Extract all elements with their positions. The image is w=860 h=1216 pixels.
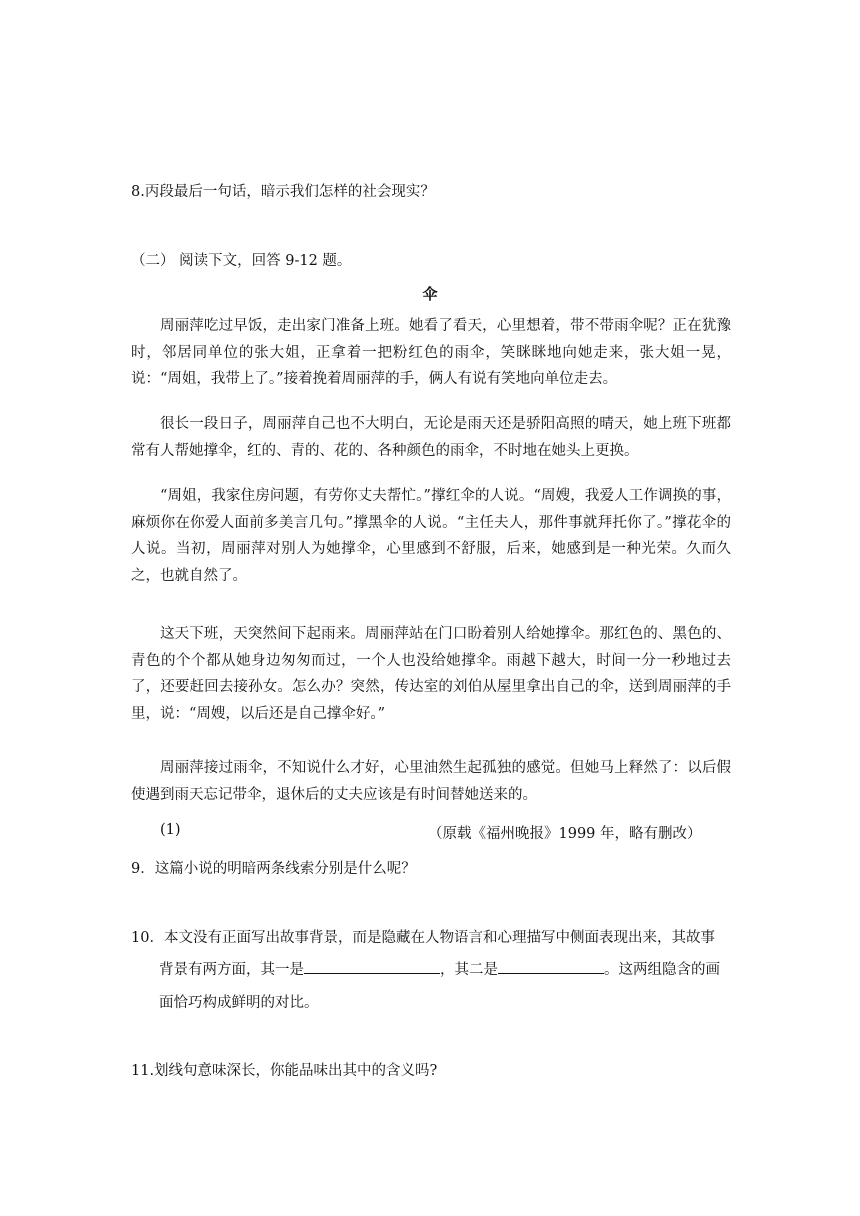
question-9: 9．这篇小说的明暗两条线索分别是什么呢？ <box>131 861 416 877</box>
story-paragraph-1: 周丽萍吃过早饭，走出家门准备上班。她看了看天，心里想着，带不带雨伞呢？正在犹豫时，邻居同单位的张大姐，正拿着一把粉红色的雨伞，笑眯眯地向她走来，张大姐一晃，说：“周姐，我带上了。”接着挽着周丽萍的手，俩人有说有笑地向单位走去。 <box>131 318 731 387</box>
story-paragraph-4: 这天下班，天突然间下起雨来。周丽萍站在门口盼着别人给她撑伞。那红色的、黑色的、青色的个个都从她身边匆匆而过，一个人也没给她撑伞。雨越下越大，时间一分一秒地过去了，还要赶回去接孙女。怎么办？突然，传达室的刘伯从屋里拿出自己的伞，送到周丽萍的手里，说：“周嫂，以后还是自己撑伞好。” <box>131 626 731 722</box>
section-2-heading: （二） 阅读下文，回答 9-12 题。 <box>131 253 352 269</box>
question-10-text-b: ，其二是 <box>440 962 498 978</box>
question-10-line-1: 10．本文没有正面写出故事背景，而是隐藏在人物语言和心理描写中侧面表现出来，其故事 <box>131 930 715 946</box>
answer-blank-1[interactable] <box>304 958 440 974</box>
story-paragraph-3: “周姐，我家住房问题，有劳你丈夫帮忙。”撑红伞的人说。“周嫂，我爱人工作调换的事，麻烦你在你爱人面前多美言几句。”撑黑伞的人说。“主任夫人，那件事就拜托你了。”撑花伞的人说。当初，周丽萍对别人为她撑伞，心里感到不舒服，后来，她感到是一种光荣。久而久之，也就自然了。 <box>131 488 731 584</box>
story-paragraph-5: 周丽萍接过雨伞，不知说什么才好，心里油然生起孤独的感觉。但她马上释然了：以后假使遇到雨天忘记带伞，退休后的丈夫应该是有时间替她送来的。 <box>131 760 731 803</box>
source-citation: （原载《福州晚报》1999 年，略有删改） <box>428 826 702 842</box>
story-paragraph-2: 很长一段日子，周丽萍自己也不大明白，无论是雨天还是骄阳高照的晴天，她上班下班都常有人帮她撑伞，红的、青的、花的、各种颜色的雨伞，不时地在她头上更换。 <box>131 416 731 459</box>
answer-blank-2[interactable] <box>498 958 604 974</box>
question-10-text-a: 背景有两方面，其一是 <box>159 962 304 978</box>
story-title: 伞 <box>422 285 438 303</box>
question-10-line-3: 面恰巧构成鲜明的对比。 <box>159 995 319 1011</box>
question-10-text-c: 。这两组隐含的画 <box>604 962 720 978</box>
source-number: (1) <box>160 822 181 838</box>
question-10-line-2 <box>159 958 720 979</box>
question-11: 11.划线句意味深长，你能品味出其中的含义吗? <box>131 1063 438 1079</box>
question-8: 8.丙段最后一句话，暗示我们怎样的社会现实？ <box>131 184 435 200</box>
